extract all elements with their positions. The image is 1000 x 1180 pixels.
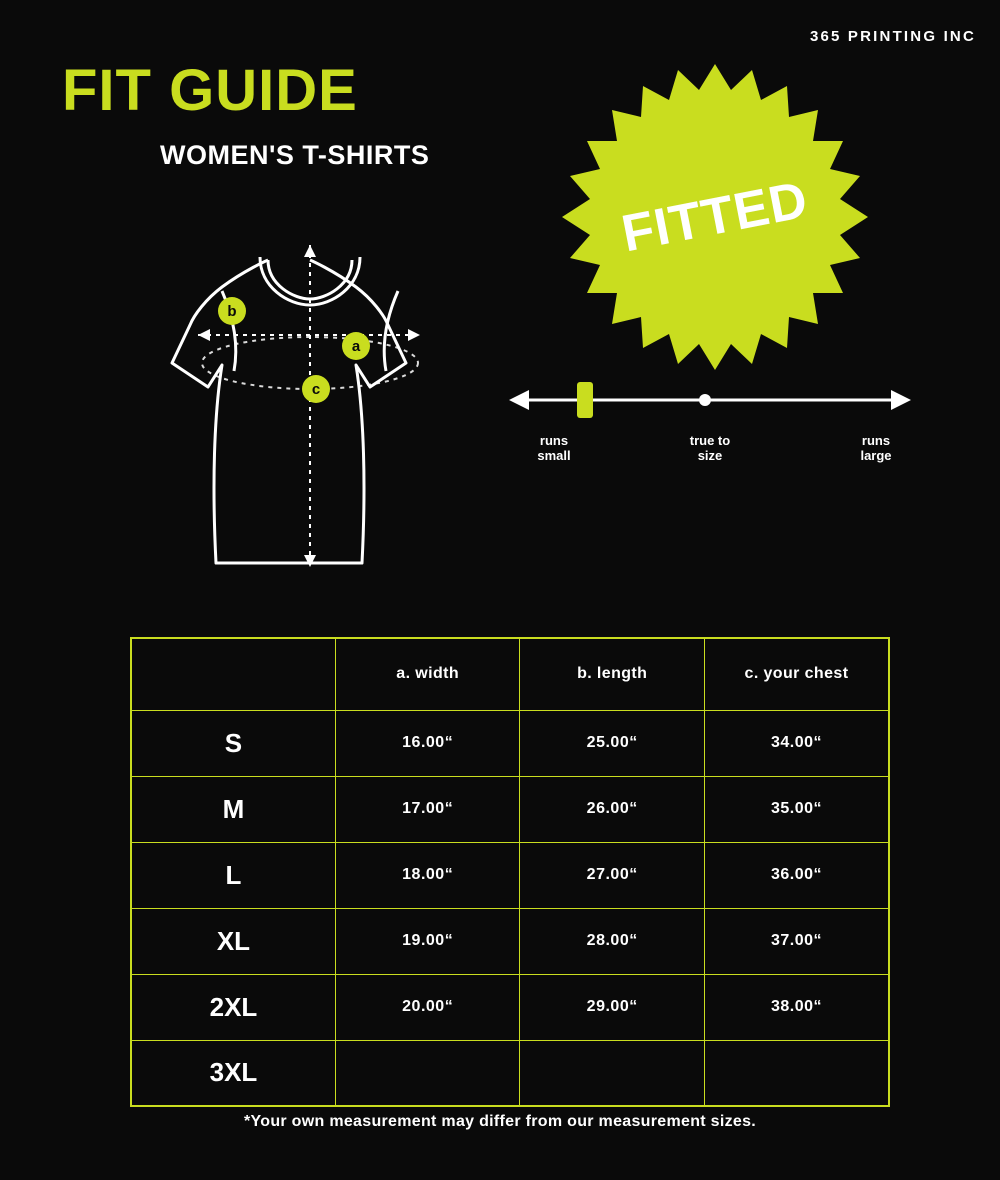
footnote: *Your own measurement may differ from our measurement sizes. (243, 1113, 757, 1130)
table-cell-length: 27.00“ (520, 842, 705, 908)
diagram-marker-b: b (218, 297, 246, 325)
fitted-badge-label: FITTED (617, 170, 813, 264)
table-cell-chest (704, 1040, 889, 1106)
fit-scale-label-large (840, 434, 912, 464)
fit-scale-marker (577, 382, 593, 418)
table-cell-chest: 35.00“ (704, 776, 889, 842)
table-row (131, 710, 889, 776)
table-cell-size: 3XL (131, 1040, 335, 1106)
fit-scale-label-small (515, 434, 593, 464)
table-cell-width: 17.00“ (335, 776, 520, 842)
table-header-row (131, 638, 889, 710)
fit-scale-label-large-line1: runs (861, 433, 891, 448)
size-table (130, 637, 890, 1107)
table-cell-length: 26.00“ (520, 776, 705, 842)
tshirt-outline-icon (120, 215, 480, 595)
table-cell-chest: 38.00“ (704, 974, 889, 1040)
table-row (131, 974, 889, 1040)
diagram-marker-c: c (302, 375, 330, 403)
fit-scale-label-true-line1: true to (689, 433, 731, 448)
fit-scale-label-large-line2: large (860, 447, 892, 463)
table-header-size (131, 638, 335, 710)
table-cell-length: 29.00“ (520, 974, 705, 1040)
table-cell-length (520, 1040, 705, 1106)
fit-scale-label-small-line1: runs (539, 433, 569, 448)
tshirt-diagram (120, 215, 480, 595)
page-title: FIT GUIDE (62, 58, 358, 123)
table-header-width: a. width (335, 638, 520, 710)
table-cell-length: 25.00“ (520, 710, 705, 776)
table-cell-length: 28.00“ (520, 908, 705, 974)
table-row (131, 1040, 889, 1106)
table-cell-chest: 34.00“ (704, 710, 889, 776)
diagram-marker-a: a (342, 332, 370, 360)
table-cell-width: 16.00“ (335, 710, 520, 776)
table-cell-size: XL (131, 908, 335, 974)
table-cell-size: 2XL (131, 974, 335, 1040)
table-header-chest: c. your chest (704, 638, 889, 710)
table-header-length: b. length (520, 638, 705, 710)
brand-name: 365 PRINTING INC (809, 28, 976, 45)
table-cell-size: M (131, 776, 335, 842)
table-row (131, 908, 889, 974)
table-cell-width: 20.00“ (335, 974, 520, 1040)
table-row (131, 842, 889, 908)
fit-scale-label-true (660, 434, 760, 464)
page-subtitle: WOMEN'S T-SHIRTS (160, 140, 430, 170)
table-cell-size: S (131, 710, 335, 776)
fit-scale-label-small-line2: small (537, 447, 571, 463)
table-cell-width (335, 1040, 520, 1106)
table-cell-width: 19.00“ (335, 908, 520, 974)
table-row (131, 776, 889, 842)
table-cell-chest: 36.00“ (704, 842, 889, 908)
fit-scale-label-true-line2: size (697, 447, 723, 463)
fitted-badge (560, 62, 870, 372)
table-cell-chest: 37.00“ (704, 908, 889, 974)
table-cell-size: L (131, 842, 335, 908)
table-cell-width: 18.00“ (335, 842, 520, 908)
